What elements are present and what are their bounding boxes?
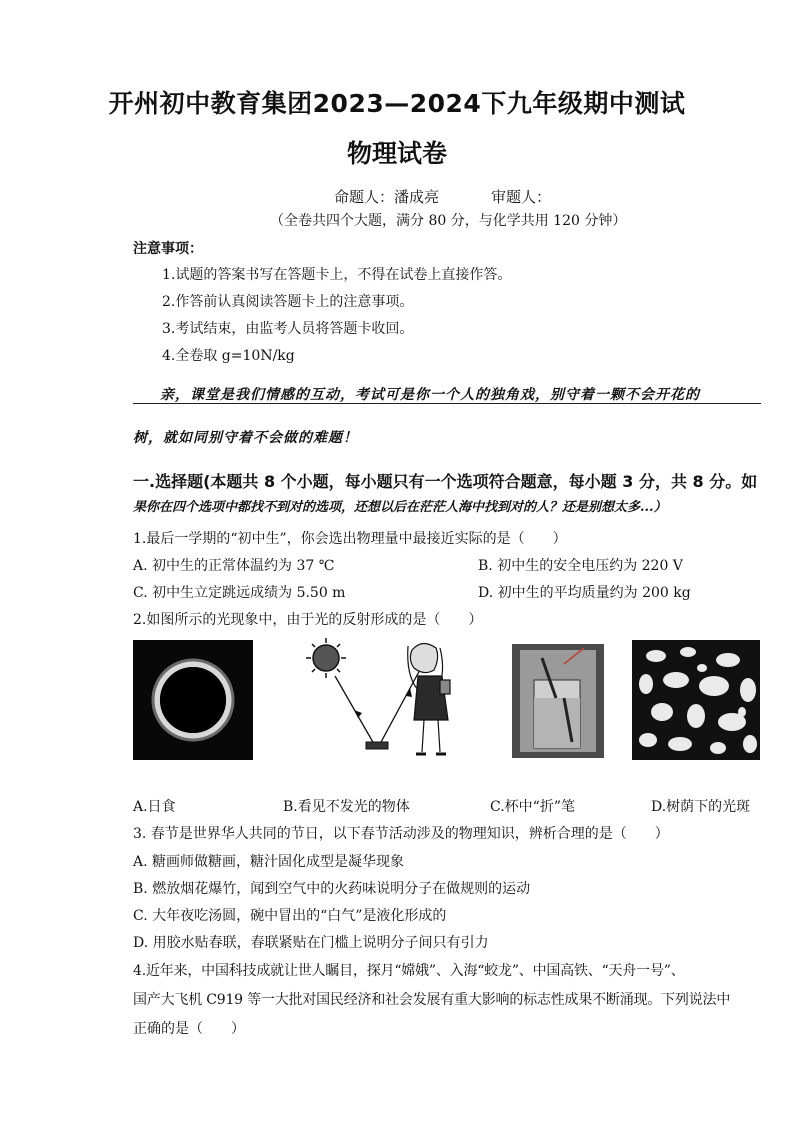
notice-item: 3.考试结束，由监考人员将答题卡收回。 xyxy=(162,321,414,337)
q3-option-b: B. 燃放烟花爆竹，闻到空气中的火药味说明分子在做规则的运动 xyxy=(133,881,531,897)
section-heading: 一.选择题(本题共 8 个小题，每小题只有一个选项符合题意，每小题 3 分，共 8 分。如 xyxy=(133,472,758,491)
question-4-line-2: 国产大飞机 C919 等一大批对国民经济和社会发展有重大影响的标志性成果不断涌现。下列说法中 xyxy=(133,992,731,1008)
motto-underline xyxy=(133,403,761,404)
book-icon xyxy=(366,742,388,749)
eclipse-image xyxy=(133,640,253,760)
q1-option-b: B. 初中生的安全电压约为 220 V xyxy=(478,558,683,574)
authors-line xyxy=(334,186,551,207)
notice-item: 4.全卷取 g=10N/kg xyxy=(162,348,295,364)
q3-option-d: D. 用胶水贴春联，春联紧贴在门槛上说明分子间只有引力 xyxy=(133,935,489,951)
question-4-line-3: 正确的是（ ） xyxy=(133,1021,245,1037)
tree-shade-spots-image xyxy=(632,640,760,760)
question-3-stem: 3. 春节是世界华人共同的节日，以下春节活动涉及的物理知识，辨析合理的是（ ） xyxy=(133,826,669,842)
q3-option-a: A. 糖画师做糖画，糖汁固化成型是凝华现象 xyxy=(133,854,405,870)
q2-option-b: B.看见不发光的物体 xyxy=(283,799,410,815)
q2-option-a: A.日食 xyxy=(133,799,176,815)
q1-option-d: D. 初中生的平均质量约为 200 kg xyxy=(478,585,691,601)
question-1-stem: 1.最后一学期的“初中生”，你会选出物理量中最接近实际的是（ ） xyxy=(133,531,567,547)
q1-option-c: C. 初中生立定跳远成绩为 5.50 m xyxy=(133,585,346,601)
reviewer-label: 审题人： xyxy=(491,188,552,206)
q2-option-c: C.杯中“折”笔 xyxy=(490,799,575,815)
exam-title: 开州初中教育集团2023—2024下九年级期中测试 xyxy=(108,89,686,118)
q2-option-d: D.树荫下的光斑 xyxy=(651,799,751,815)
exam-subtitle: 物理试卷 xyxy=(346,139,447,168)
question-2-stem: 2.如图所示的光现象中，由于光的反射形成的是（ ） xyxy=(133,612,483,628)
reflection-diagram xyxy=(300,636,470,766)
notice-item: 2.作答前认真阅读答题卡上的注意事项。 xyxy=(162,294,414,310)
q3-option-c: C. 大年夜吃汤圆，碗中冒出的“白气”是液化形成的 xyxy=(133,908,447,924)
setter-label: 命题人：潘成亮 xyxy=(334,188,440,206)
sun-icon xyxy=(306,638,346,678)
question-4-line-1: 4.近年来，中国科技成就让世人瞩目，探月“嫦娥”、入海“蛟龙”、中国高铁、“天舟一号”、 xyxy=(133,963,685,979)
section-note: 果你在四个选项中都找不到对的选项，还想以后在茫茫人海中找到对的人？还是别想太多...） xyxy=(133,500,667,515)
notice-item: 1.试题的答案书写在答题卡上，不得在试卷上直接作答。 xyxy=(162,267,512,283)
exam-scope: （全卷共四个大题，满分 80 分，与化学共用 120 分钟） xyxy=(270,213,627,229)
girl-figure xyxy=(408,643,450,754)
notices-heading: 注意事项： xyxy=(133,241,203,257)
motto-line-2: 树，就如同别守着不会做的难题！ xyxy=(133,430,358,446)
motto-line-1: 亲，课堂是我们情感的互动，考试可是你一个人的独角戏，别守着一颗不会开花的 xyxy=(160,387,700,403)
q1-option-a: A. 初中生的正常体温约为 37 ℃ xyxy=(133,558,335,574)
glass-pencil-image xyxy=(512,644,604,758)
